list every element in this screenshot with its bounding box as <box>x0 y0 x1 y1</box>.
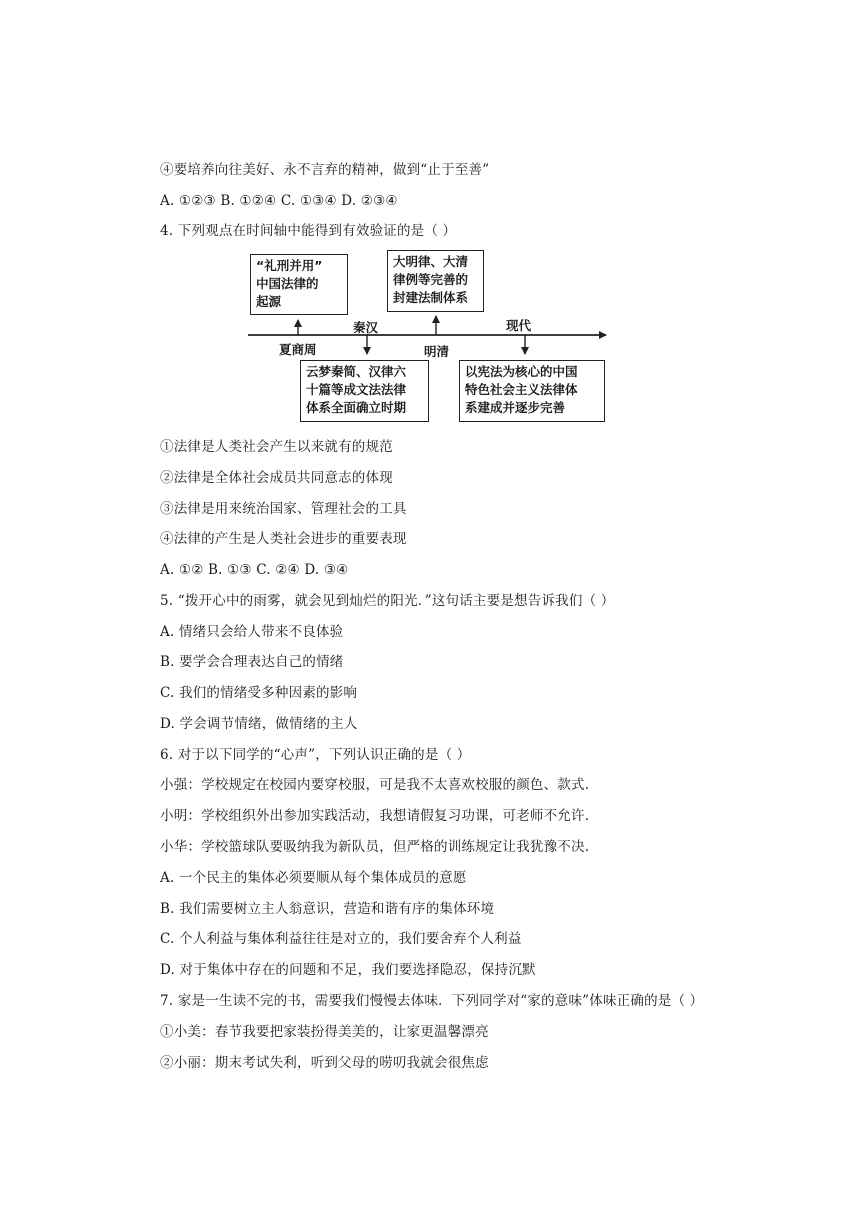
box-line: 律例等完善的 <box>393 272 469 287</box>
box-line: 云梦秦简、汉律六 <box>306 364 407 379</box>
option-c: C. 个人利益与集体利益往往是对立的，我们要舍弃个人利益 <box>160 931 522 947</box>
option-c: C. 我们的情绪受多种因素的影响 <box>160 685 358 701</box>
question-7: 7. 家是一生读不完的书，需要我们慢慢去体味．下列同学对“家的意味”体味正确的是（ ） <box>160 993 704 1009</box>
box-line: 特色社会主义法律体 <box>465 382 578 397</box>
box-line: 封建法制体系 <box>393 290 469 305</box>
statement-1: ①法律是人类社会产生以来就有的规范 <box>160 439 393 455</box>
option-b: B. 我们需要树立主人翁意识，营造和谐有序的集体环境 <box>160 901 495 917</box>
option-d: D. 对于集体中存在的问题和不足，我们要选择隐忍，保持沉默 <box>160 962 536 978</box>
answer-options: A. ①②③ B. ①②④ C. ①③④ D. ②③④ <box>160 193 398 209</box>
box-line: 十篇等成文法法律 <box>306 382 407 397</box>
box-line: 系建成并逐步完善 <box>465 400 566 415</box>
statement-4: ④法律的产生是人类社会进步的重要表现 <box>160 531 407 547</box>
box-line: 以宪法为核心的中国 <box>465 364 578 379</box>
label-modern: 现代 <box>506 318 532 333</box>
timeline-box-origin <box>250 254 348 315</box>
statement-2: ②法律是全体社会成员共同意志的体现 <box>160 470 393 486</box>
timeline-box-modern-law <box>459 360 605 422</box>
option-a: A. 一个民主的集体必须要顺从每个集体成员的意愿 <box>160 870 467 886</box>
answer-options: A. ①② B. ①③ C. ②④ D. ③④ <box>160 562 349 578</box>
statement-1: ①小美：春节我要把家装扮得美美的，让家更温馨漂亮 <box>160 1024 489 1040</box>
box-line: 中国法律的 <box>256 276 319 291</box>
box-line: 起源 <box>256 294 282 309</box>
option-d: D. 学会调节情绪，做情绪的主人 <box>160 716 358 732</box>
question-5: 5. “拨开心中的雨雾，就会见到灿烂的阳光．”这句话主要是想告诉我们（ ） <box>160 593 615 609</box>
question-4: 4. 下列观点在时间轴中能得到有效验证的是（ ） <box>160 223 457 239</box>
label-xia-shang-zhou: 夏商周 <box>279 342 317 357</box>
timeline-box-feudal <box>387 250 484 312</box>
box-line: “礼刑并用” <box>256 258 323 273</box>
label-qin-han: 秦汉 <box>353 320 379 335</box>
option-a: A. 情绪只会给人带来不良体验 <box>160 624 344 640</box>
box-line: 体系全面确立时期 <box>306 400 407 415</box>
box-line: 大明律、大清 <box>393 254 469 269</box>
text-line: ④要培养向往美好、永不言弃的精神，做到“止于至善” <box>160 162 490 178</box>
statement-2: ②小丽：期末考试失利，听到父母的唠叨我就会很焦虑 <box>160 1055 489 1071</box>
student-voice: 小强：学校规定在校园内要穿校服，可是我不太喜欢校服的颜色、款式. <box>160 777 590 793</box>
label-ming-qing: 明清 <box>424 344 450 359</box>
option-b: B. 要学会合理表达自己的情绪 <box>160 654 344 670</box>
student-voice: 小明：学校组织外出参加实践活动，我想请假复习功课，可老师不允许. <box>160 808 590 824</box>
statement-3: ③法律是用来统治国家、管理社会的工具 <box>160 501 407 517</box>
timeline-box-written-law <box>300 360 429 422</box>
student-voice: 小华：学校篮球队要吸纳我为新队员，但严格的训练规定让我犹豫不决. <box>160 839 590 855</box>
question-6: 6. 对于以下同学的“心声”，下列认识正确的是（ ） <box>160 747 471 763</box>
